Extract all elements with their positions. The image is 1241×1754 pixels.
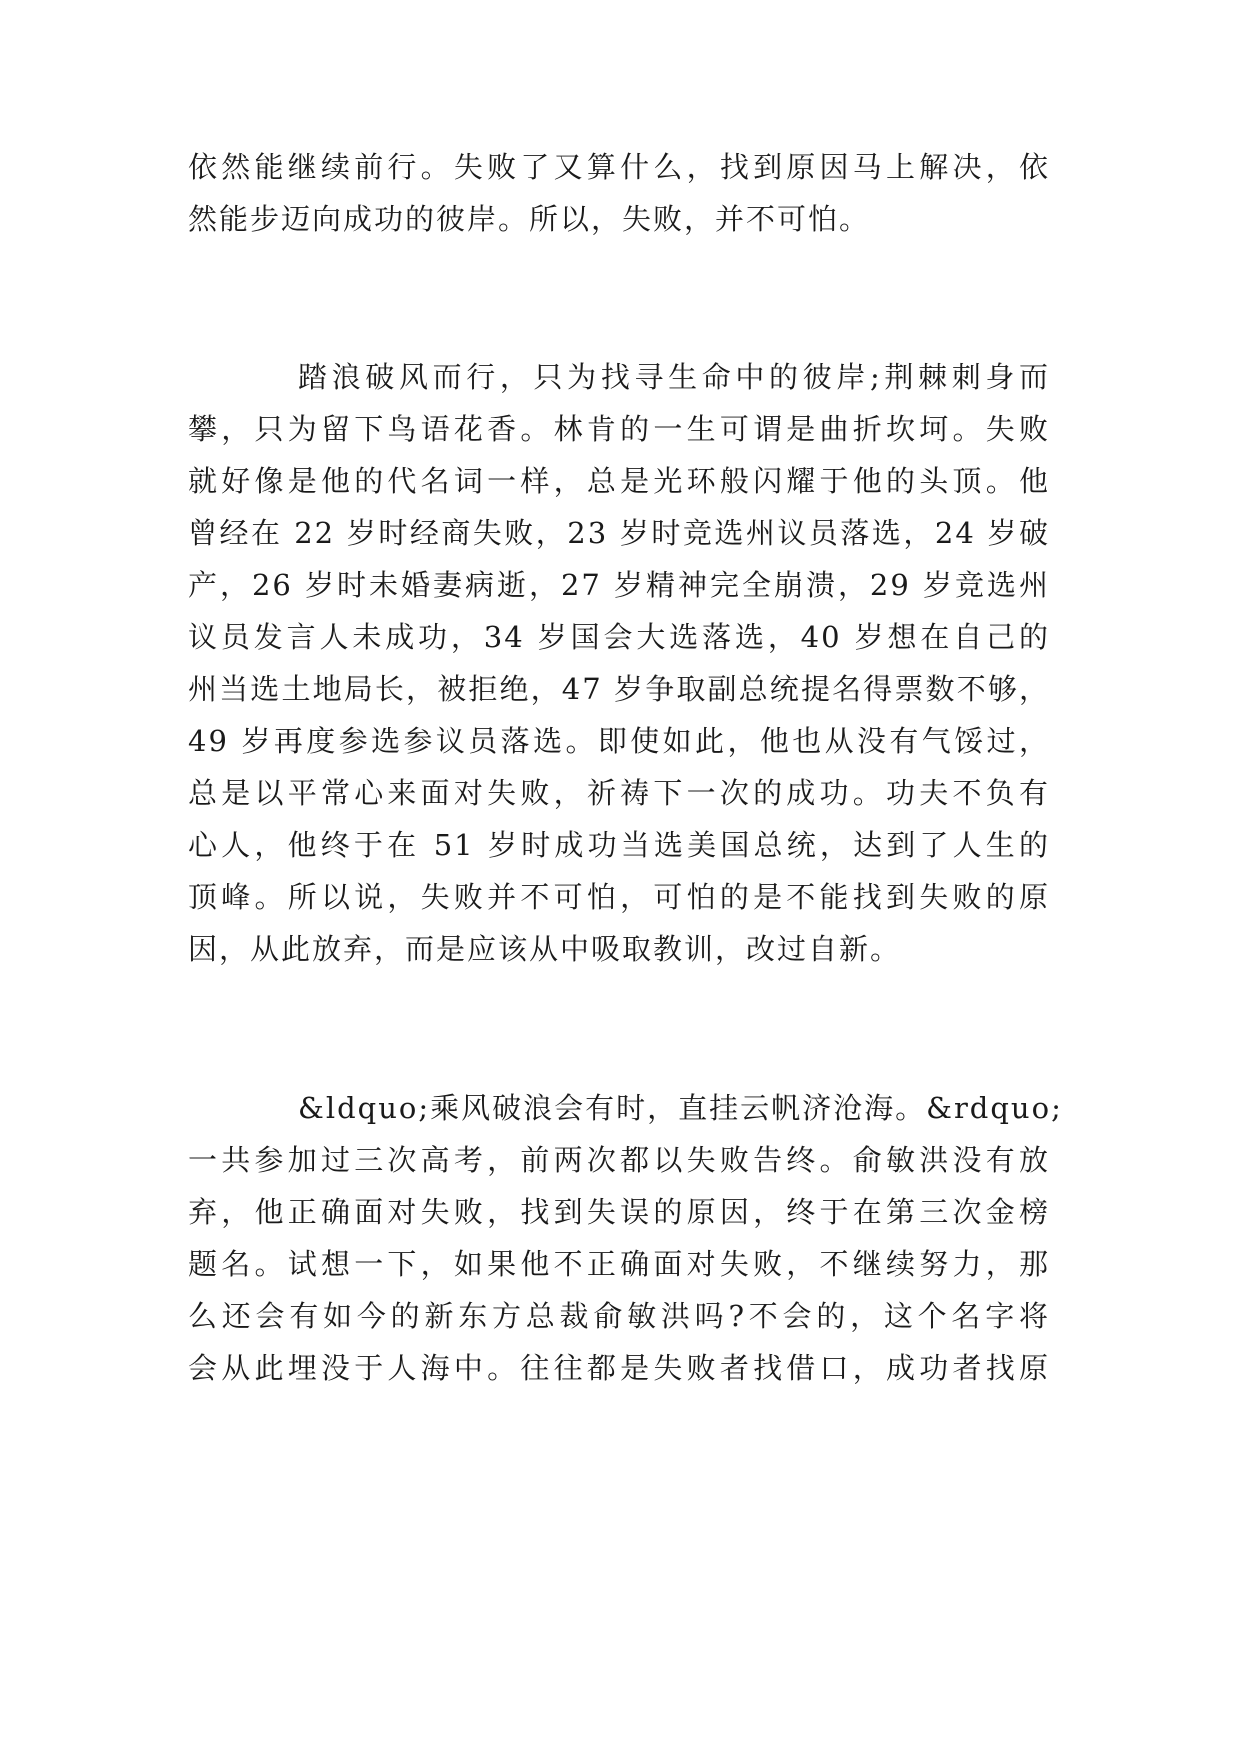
paragraph-2-line-8: 49 岁再度参选参议员落选。即使如此，他也从没有气馁过， — [188, 724, 1050, 758]
paragraph-2-line-3: 就好像是他的代名词一样，总是光环般闪耀于他的头顶。他 — [188, 464, 1050, 498]
paragraph-2-line-4: 曾经在 22 岁时经商失败，23 岁时竞选州议员落选，24 岁破 — [188, 516, 1050, 550]
paragraph-3-line-5: 么还会有如今的新东方总裁俞敏洪吗?不会的，这个名字将 — [188, 1299, 1050, 1333]
paragraph-2-line-11: 顶峰。所以说，失败并不可怕，可怕的是不能找到失败的原 — [188, 880, 1050, 914]
paragraph-2-line-7: 州当选土地局长，被拒绝，47 岁争取副总统提名得票数不够， — [188, 672, 1050, 706]
paragraph-2-line-5: 产，26 岁时未婚妻病逝，27 岁精神完全崩溃，29 岁竞选州 — [188, 568, 1050, 602]
paragraph-2-line-6: 议员发言人未成功，34 岁国会大选落选，40 岁想在自己的 — [188, 620, 1050, 654]
paragraph-1-line-1: 依然能继续前行。失败了又算什么，找到原因马上解决，依 — [188, 150, 1050, 184]
paragraph-1-line-2: 然能步迈向成功的彼岸。所以，失败，并不可怕。 — [188, 202, 871, 236]
paragraph-2-line-2: 攀，只为留下鸟语花香。林肯的一生可谓是曲折坎坷。失败 — [188, 412, 1050, 446]
paragraph-2-line-12: 因，从此放弃，而是应该从中吸取教训，改过自新。 — [188, 932, 902, 966]
paragraph-3-line-6: 会从此埋没于人海中。往往都是失败者找借口，成功者找原 — [188, 1351, 1050, 1385]
paragraph-3-line-4: 题名。试想一下，如果他不正确面对失败，不继续努力，那 — [188, 1247, 1050, 1281]
paragraph-3-line-1: &ldquo;乘风破浪会有时，直挂云帆济沧海。&rdquo; — [298, 1091, 1063, 1125]
paragraph-3-line-3: 弃，他正确面对失败，找到失误的原因，终于在第三次金榜 — [188, 1195, 1050, 1229]
paragraph-2-line-10: 心人，他终于在 51 岁时成功当选美国总统，达到了人生的 — [188, 828, 1050, 862]
paragraph-2-line-9: 总是以平常心来面对失败，祈祷下一次的成功。功夫不负有 — [188, 776, 1050, 810]
paragraph-2-line-1: 踏浪破风而行，只为找寻生命中的彼岸;荆棘刺身而 — [298, 360, 1050, 394]
paragraph-3-line-2: 一共参加过三次高考，前两次都以失败告终。俞敏洪没有放 — [188, 1143, 1050, 1177]
